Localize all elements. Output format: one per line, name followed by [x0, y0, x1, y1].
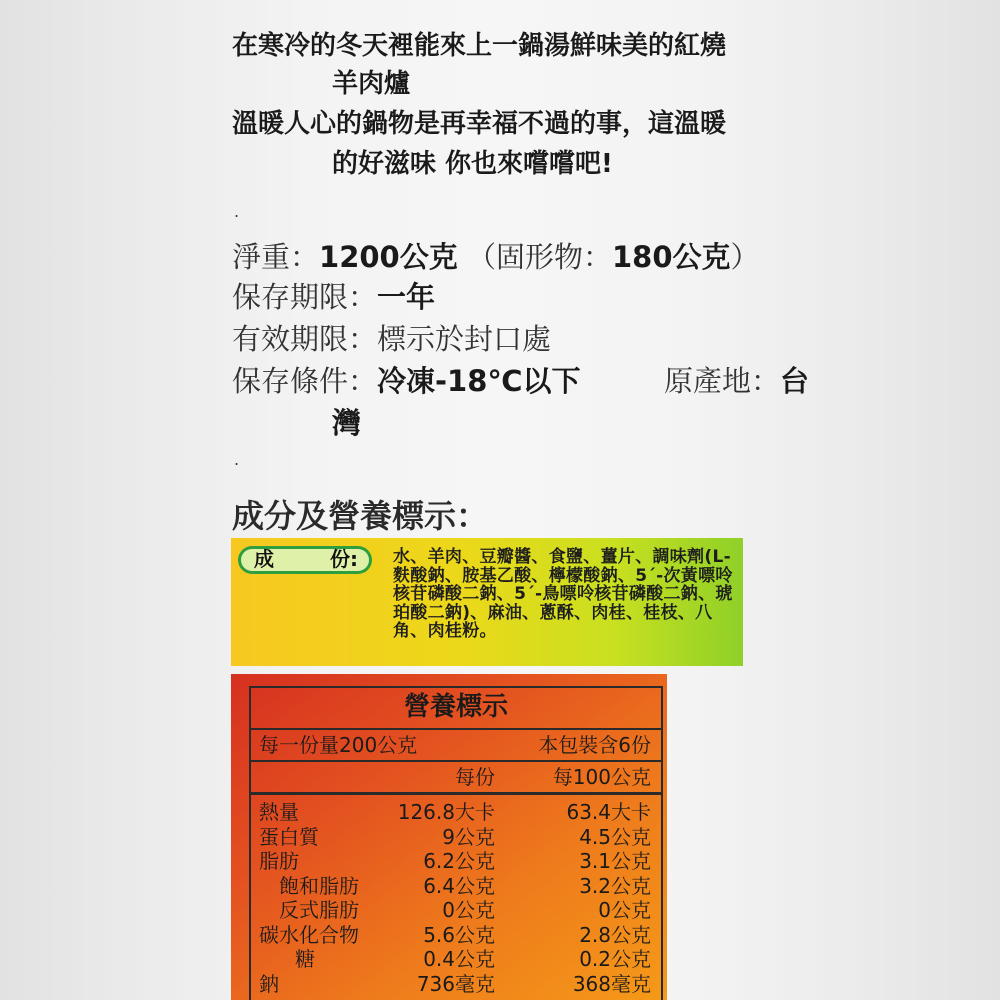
origin-value-wrap: 灣: [332, 406, 362, 440]
solids-value: 180公克: [611, 240, 731, 274]
storage-label: 保存條件：: [232, 364, 378, 398]
ingredients-label-char-1: 成: [254, 547, 274, 571]
nutrition-row: [251, 898, 661, 923]
nutrient-per-serving: 736毫克: [416, 971, 495, 996]
nutrition-row: [251, 923, 661, 948]
nutrient-per-serving: 9公克: [442, 824, 495, 849]
nutrition-divider: [251, 760, 661, 762]
nutrition-row: [251, 947, 661, 972]
storage-line: [232, 360, 581, 402]
intro-line-3: 溫暖人心的鍋物是再幸福不過的事，這溫暖: [232, 109, 727, 139]
nutrient-name: 碳水化合物: [259, 922, 359, 947]
nutrient-per-100g: 2.8公克: [579, 922, 651, 947]
nutrient-per-serving: 6.4公克: [423, 873, 495, 898]
nutrition-title: 營養標示: [403, 692, 508, 722]
solids-text: （固形物：: [466, 240, 612, 274]
nutrient-name: 反式脂肪: [279, 898, 359, 922]
shelf-life-value: 一年: [377, 280, 436, 314]
nutrition-divider: [251, 728, 661, 730]
nutrient-per-100g: 3.2公克: [579, 873, 651, 898]
net-weight-label: 淨重：: [232, 240, 320, 274]
separator-dot: .: [234, 450, 240, 469]
ingredients-panel: [231, 538, 743, 666]
nutrient-per-serving: 0.4公克: [423, 947, 495, 971]
shelf-life-line: [232, 276, 435, 318]
net-weight-value: 1200公克: [319, 240, 458, 274]
nutrient-name: 飽和脂肪: [279, 873, 359, 898]
expiry-value: 標示於封口處: [377, 322, 552, 356]
separator-dot: .: [234, 202, 240, 221]
nutrition-column-per-100g: 每100公克: [552, 765, 651, 789]
nutrient-per-100g: 4.5公克: [579, 824, 651, 849]
origin-line: [664, 360, 809, 402]
nutrition-row: [251, 849, 661, 874]
origin-label: 原產地：: [664, 364, 781, 398]
nutrient-name: 熱量: [259, 800, 299, 824]
ingredients-label-char-2: 份:: [330, 547, 358, 571]
nutrient-name: 脂肪: [259, 849, 299, 873]
nutrient-per-serving: 5.6公克: [423, 922, 495, 947]
nutrition-row: [251, 825, 661, 850]
nutrient-per-serving: 6.2公克: [423, 849, 495, 873]
nutrition-serving-size: 每一份量200公克: [259, 733, 418, 757]
nutrition-row: [251, 800, 661, 825]
nutrient-per-serving: 126.8大卡: [397, 800, 495, 824]
nutrient-per-serving: 0公克: [442, 898, 495, 922]
nutrient-name: 鈉: [259, 971, 279, 996]
expiry-line: [232, 318, 551, 360]
net-weight-line: [232, 236, 760, 278]
nutrient-name: 糖: [295, 947, 315, 971]
nutrient-per-100g: 0.2公克: [579, 947, 651, 971]
origin-value: 台: [780, 364, 810, 398]
nutrition-servings-per-pack: 本包裝含6份: [538, 733, 651, 757]
shelf-life-label: 保存期限：: [232, 280, 378, 314]
nutrient-per-100g: 0公克: [598, 898, 651, 922]
nutrition-rows: [251, 800, 661, 996]
nutrient-per-100g: 368毫克: [572, 971, 651, 996]
solids-close: ）: [730, 240, 760, 274]
intro-line-4: 的好滋味 你也來嚐嚐吧!: [332, 149, 613, 179]
nutrition-row: [251, 972, 661, 997]
storage-value: 冷凍-18℃以下: [377, 364, 581, 398]
nutrient-name: 蛋白質: [259, 824, 319, 849]
nutrient-per-100g: 63.4大卡: [566, 800, 651, 824]
ingredients-text: 水、羊肉、豆瓣醬、食鹽、薑片、調味劑(L-麩酸鈉、胺基乙酸、檸檬酸鈉、5´-次黃嘌呤核苷磷酸二鈉、5´-鳥嘌呤核苷磷酸二鈉、琥珀酸二鈉)、麻油、蔥酥、肉桂、桂枝、八角、肉桂粉。: [393, 547, 733, 641]
nutrition-divider: [251, 792, 661, 795]
intro-line-1: 在寒冷的冬天裡能來上一鍋湯鮮味美的紅燒: [232, 31, 727, 61]
nutrition-column-per-serving: 每份: [455, 765, 495, 789]
nutrition-table: [249, 686, 663, 1000]
nutrient-per-100g: 3.1公克: [579, 849, 651, 873]
intro-line-2: 羊肉爐: [332, 69, 411, 99]
nutrition-panel: [231, 674, 667, 1000]
section-title: 成分及營養標示：: [232, 497, 489, 535]
nutrition-row: [251, 874, 661, 899]
expiry-label: 有效期限：: [232, 322, 378, 356]
ingredients-label-badge: [238, 546, 372, 574]
